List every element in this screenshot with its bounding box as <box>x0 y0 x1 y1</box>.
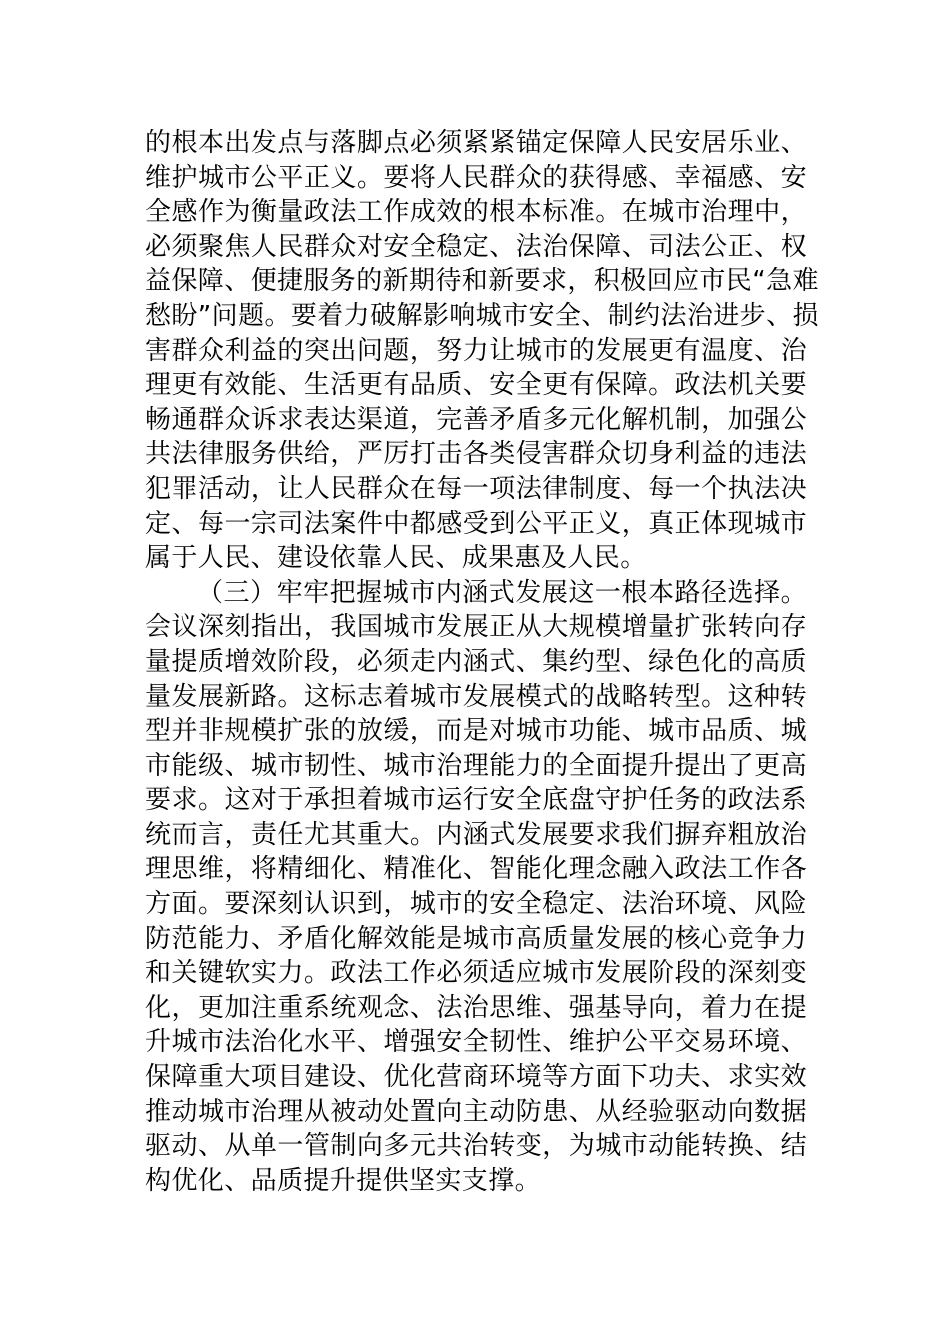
text-line: 犯罪活动，让人民群众在每一项法律制度、每一个执法决 <box>145 473 807 504</box>
text-line: 理更有效能、生活更有品质、安全更有保障。政法机关要 <box>145 370 807 401</box>
text-line: 构优化、品质提升提供坚实支撑。 <box>145 1165 542 1196</box>
text-line: 畅通群众诉求表达渠道，完善矛盾多元化解机制，加强公 <box>145 404 807 435</box>
text-line: 化，更加注重系统观念、法治思维、强基导向，着力在提 <box>145 992 807 1023</box>
text-line: 会议深刻指出，我国城市发展正从大规模增量扩张转向存 <box>145 612 807 643</box>
text-line: 防范能力、矛盾化解效能是城市高质量发展的核心竞争力 <box>145 923 807 954</box>
text-line: 升城市法治化水平、增强安全韧性、维护公平交易环境、 <box>145 1027 807 1058</box>
text-line: 共法律服务供给，严厉打击各类侵害群众切身利益的违法 <box>145 439 807 470</box>
text-line: 方面。要深刻认识到，城市的安全稳定、法治环境、风险 <box>145 889 807 920</box>
text-line: 统而言，责任尤其重大。内涵式发展要求我们摒弃粗放治 <box>145 819 807 850</box>
text-line: 市能级、城市韧性、城市治理能力的全面提升提出了更高 <box>145 750 807 781</box>
text-line: 维护城市公平正义。要将人民群众的获得感、幸福感、安 <box>145 162 807 193</box>
text-line: 和关键软实力。政法工作必须适应城市发展阶段的深刻变 <box>145 958 807 989</box>
paragraph-2 <box>145 576 807 1199</box>
text-line: 量提质增效阶段，必须走内涵式、集约型、绿色化的高质 <box>145 646 807 677</box>
text-line: 推动城市治理从被动处置向主动防患、从经验驱动向数据 <box>145 1096 807 1127</box>
text-line: 属于人民、建设依靠人民、成果惠及人民。 <box>145 543 647 574</box>
text-line: 保障重大项目建设、优化营商环境等方面下功夫、求实效 <box>145 1062 807 1093</box>
text-line: 理思维，将精细化、精准化、智能化理念融入政法工作各 <box>145 854 807 885</box>
paragraph-1 <box>145 126 819 576</box>
text-line: 益保障、便捷服务的新期待和新要求，积极回应市民“急难 <box>145 266 819 297</box>
text-line: 量发展新路。这标志着城市发展模式的战略转型。这种转 <box>145 681 807 712</box>
text-line: 害群众利益的突出问题，努力让城市的发展更有温度、治 <box>145 335 807 366</box>
text-line: 型并非规模扩张的放缓，而是对城市功能、城市品质、城 <box>145 716 807 747</box>
text-line: 的根本出发点与落脚点必须紧紧锚定保障人民安居乐业、 <box>145 128 807 158</box>
body-text <box>145 126 819 1198</box>
text-line: 定、每一宗司法案件中都感受到公平正义，真正体现城市 <box>145 508 807 539</box>
text-line: 要求。这对于承担着城市运行安全底盘守护任务的政法系 <box>145 785 807 816</box>
text-line: 必须聚焦人民群众对安全稳定、法治保障、司法公正、权 <box>145 231 807 262</box>
text-line: 愁盼”问题。要着力破解影响城市安全、制约法治进步、损 <box>145 300 819 331</box>
text-line: 驱动、从单一管制向多元共治转变，为城市动能转换、结 <box>145 1131 807 1162</box>
text-line: 全感作为衡量政法工作成效的根本标准。在城市治理中， <box>145 197 807 228</box>
text-line: （三）牢牢把握城市内涵式发展这一根本路径选择。 <box>197 577 807 608</box>
